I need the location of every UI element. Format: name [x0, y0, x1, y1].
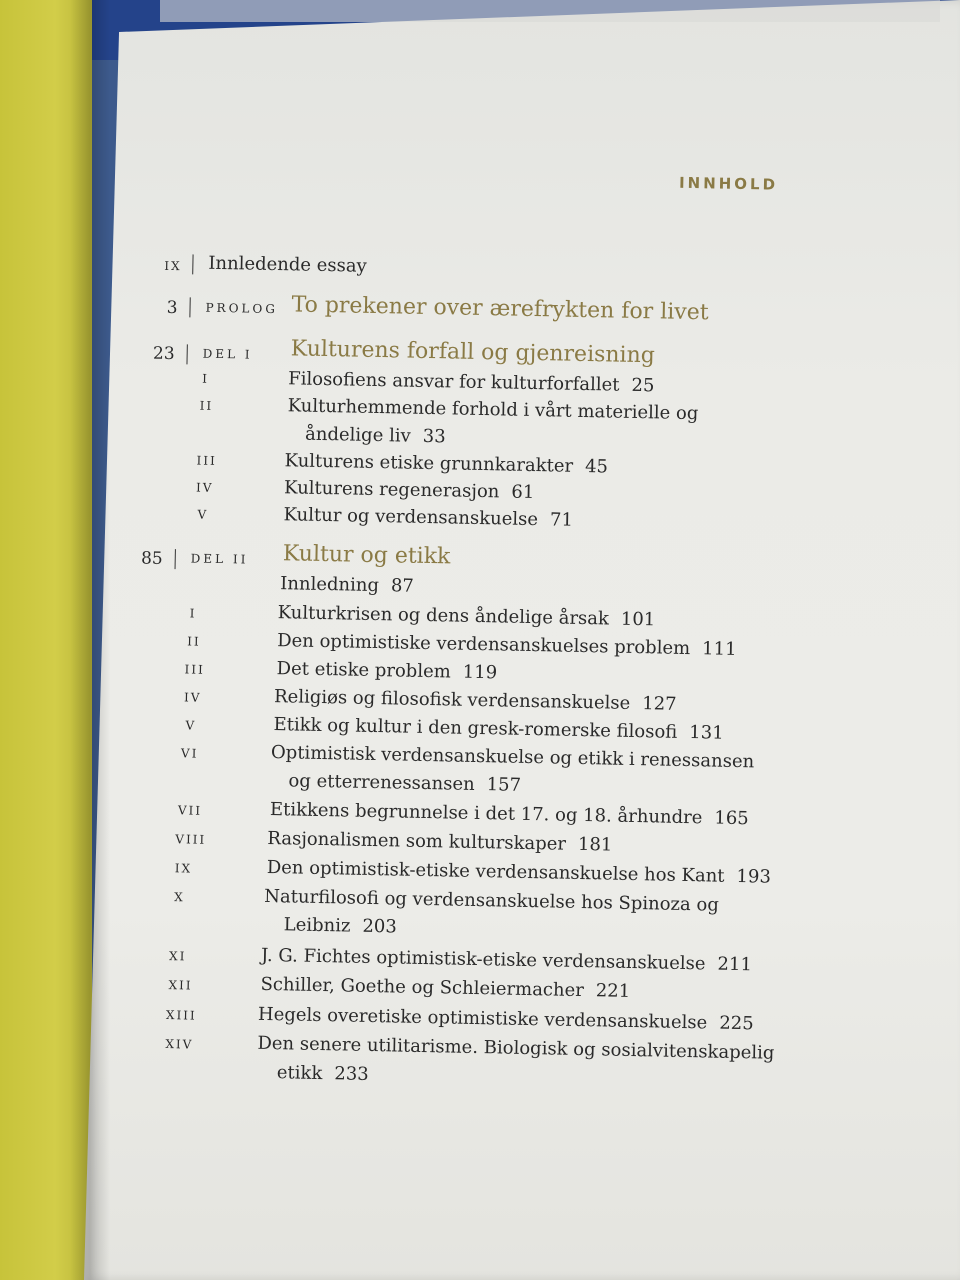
chapter-page: 221	[595, 980, 631, 1002]
chapter-number: IV	[195, 480, 214, 495]
chapter-title: Filosofiens ansvar for kulturforfallet	[288, 368, 620, 396]
part1-title: Kulturens forfall og gjenreisning	[290, 336, 656, 369]
part1-label: DEL I	[202, 346, 253, 362]
chapter-entry	[287, 394, 698, 426]
chapter-title: Hegels overetiske optimistiske verdensanskuelse	[257, 1003, 708, 1034]
part2-intro-entry	[280, 572, 414, 599]
chapter-title: Det etiske problem	[276, 658, 451, 683]
prolog-label: PROLOG	[205, 300, 279, 317]
chapter-number: VII	[177, 803, 203, 818]
chapter-number: V	[197, 507, 209, 522]
chapter-page: 181	[577, 833, 613, 856]
prolog-title: To prekener over ærefrykten for livet	[291, 292, 709, 326]
chapter-number: XIII	[165, 1008, 197, 1023]
chapter-title: Etikkens begrunnelse i det 17. og 18. århundre	[269, 799, 703, 829]
chapter-entry-continued	[277, 1061, 369, 1087]
chapter-entry	[273, 713, 724, 746]
chapter-entry	[283, 503, 573, 533]
chapter-title: Kulturens etiske grunnkarakter	[284, 450, 574, 477]
chapter-entry	[277, 629, 737, 662]
chapter-page: 119	[462, 661, 498, 684]
divider	[192, 254, 193, 274]
chapter-entry	[261, 944, 752, 977]
chapter-title-continued: Leibniz	[283, 914, 351, 937]
chapter-entry	[264, 885, 719, 918]
chapter-number: X	[174, 890, 185, 905]
chapter-page: 25	[631, 374, 655, 397]
chapter-page: 225	[719, 1012, 754, 1035]
chapter-page: 45	[584, 455, 609, 478]
divider	[186, 344, 187, 364]
chapter-page: 165	[714, 807, 749, 830]
chapter-entry	[284, 476, 535, 505]
chapter-page: 157	[486, 774, 522, 796]
chapter-number: IX	[174, 861, 193, 876]
chapter-number: V	[185, 718, 197, 733]
chapter-title: Rasjonalismen som kulturskaper	[267, 827, 567, 855]
chapter-page: 71	[549, 509, 574, 531]
chapter-title: J. G. Fichtes optimistisk-etiske verdensanskuelse	[260, 944, 706, 975]
chapter-entry	[276, 657, 497, 685]
part2-intro-title: Innledning	[280, 573, 380, 597]
chapter-entry	[288, 367, 655, 398]
chapter-number: III	[184, 662, 205, 677]
chapter-number: VIII	[175, 832, 207, 847]
prolog-page-number: 3	[166, 297, 178, 319]
chapter-entry-continued	[305, 423, 446, 450]
chapter-page: 193	[736, 865, 772, 888]
chapter-page: 101	[620, 608, 656, 631]
chapter-entry	[270, 798, 749, 831]
chapter-number: XII	[168, 978, 193, 993]
chapter-title: Religiøs og filosofisk verdensanskuelse	[273, 686, 631, 714]
chapter-title-continued: og etterrenessansen	[288, 770, 475, 795]
chapter-title: Schiller, Goethe og Schleiermacher	[260, 973, 585, 1002]
part2-page-number: 85	[140, 548, 163, 569]
chapter-page: 233	[334, 1063, 369, 1085]
chapter-number: I	[189, 606, 197, 621]
chapter-page: 131	[689, 722, 724, 744]
chapter-page: 203	[362, 915, 397, 938]
chapter-entry	[257, 1032, 774, 1066]
chapter-entry	[274, 685, 677, 717]
part2-label: DEL II	[190, 551, 249, 567]
chapter-title: Etikk og kultur i den gresk-romerske filosofi	[273, 714, 678, 743]
divider	[175, 549, 176, 569]
chapter-number: XI	[168, 949, 187, 964]
chapter-title: Optimistisk verdensanskuelse og etikk i renessansen	[270, 742, 755, 773]
chapter-entry	[260, 973, 630, 1004]
part2-intro-page: 87	[390, 575, 415, 597]
chapter-number: VI	[180, 746, 199, 761]
chapter-entry	[271, 741, 755, 774]
chapter-number: IV	[183, 690, 202, 705]
chapter-entry	[277, 601, 655, 632]
chapter-page: 127	[642, 693, 677, 715]
chapter-entry-continued	[288, 769, 521, 797]
part2-title: Kultur og etikk	[282, 541, 451, 570]
chapter-entry-continued	[283, 913, 397, 939]
chapter-title: Den senere utilitarisme. Biologisk og sosialvitenskapelig	[257, 1032, 775, 1064]
chapter-number: III	[196, 453, 217, 468]
chapter-entry	[267, 827, 612, 858]
chapter-entry	[258, 1003, 754, 1037]
chapter-number: I	[202, 371, 210, 386]
chapter-title: Den optimistiske verdensanskuelses problem	[276, 630, 691, 660]
chapter-number: II	[199, 398, 214, 413]
chapter-entry	[267, 856, 772, 890]
chapter-title: Kulturens regenerasjon	[283, 477, 500, 503]
part1-page-number: 23	[152, 343, 175, 365]
divider	[189, 297, 190, 317]
chapter-page: 111	[701, 638, 737, 660]
chapter-title: Kulturkrisen og dens åndelige årsak	[277, 602, 610, 630]
running-head: INNHOLD	[678, 173, 779, 194]
intro-page-number: IX	[164, 258, 182, 274]
chapter-number: XIV	[165, 1037, 194, 1052]
chapter-title: Naturfilosofi og verdensanskuelse hos Spinoza og	[264, 885, 720, 916]
intro-title: Innledende essay	[208, 252, 367, 277]
chapter-title: Kultur og verdensanskuelse	[283, 504, 539, 531]
chapter-title: Den optimistisk-etiske verdensanskuelse hos Kant	[266, 856, 725, 887]
chapter-title-continued: etikk	[276, 1062, 323, 1085]
chapter-number: II	[187, 634, 201, 649]
chapter-title-continued: åndelige liv	[304, 423, 411, 447]
chapter-page: 33	[422, 425, 446, 448]
chapter-title: Kulturhemmende forhold i vårt materielle og	[287, 395, 699, 425]
chapter-entry	[284, 449, 608, 479]
chapter-page: 61	[511, 481, 535, 504]
chapter-page: 211	[717, 953, 753, 976]
